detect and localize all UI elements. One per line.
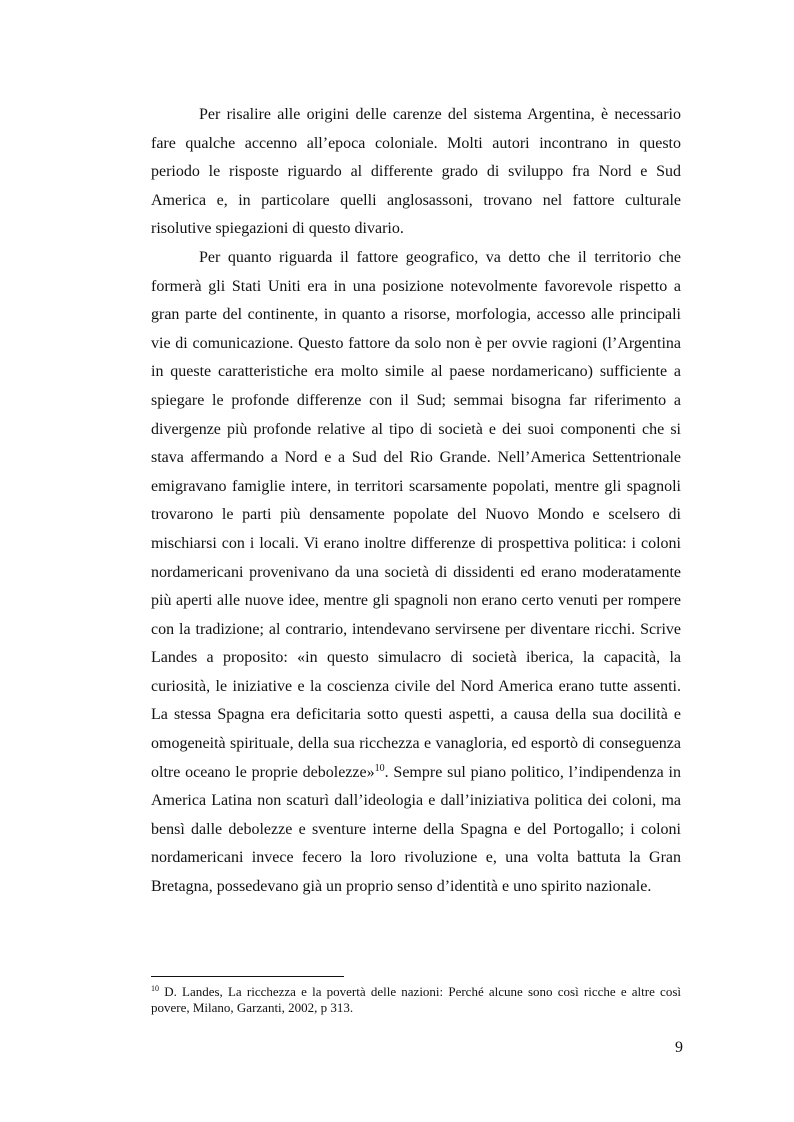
footnote [151, 984, 681, 1016]
paragraph-1 [151, 101, 681, 244]
paragraph-2-text-after-note: . Sempre sul piano politico, l’indipendenza in America Latina non scaturì dall’ideologia e dall’iniziativa politica dei coloni, ma bensì dalle debolezze e sventure interne della Spagna e del Portogallo; i coloni nordamericani invece fecero la loro rivoluzione e, una volta battuta la Gran Bretagna, possedevano già un proprio senso d’identità e uno spirito nazionale. [151, 763, 682, 896]
paragraph-2-text-before-note: Per quanto riguarda il fattore geografico, va detto che il territorio che formerà gli Stati Uniti era in una posizione notevolmente favorevole rispetto a gran parte del continente, in quanto a risorse, morfologia, accesso alle principali vie di comunicazione. Questo fattore da solo non è per ovvie ragioni (l’Argentina in queste caratteristiche era molto simile al paese nordamericano) sufficiente a spiegare le profonde differenze con il Sud; semmai bisogna far riferimento a divergenze più profonde relative al tipo di società e dei suoi componenti che si stava affermando a Nord e a Sud del Rio Grande. Nell’America Settentrionale emigravano famiglie intere, in territori scarsamente popolati, mentre gli spagnoli trovarono le parti più densamente popolate del Nuovo Mondo e scelsero di mischiarsi con i locali. Vi erano inoltre differenze di prospettiva politica: i coloni nordamericani provenivano da una società di dissidenti ed erano moderatamente più aperti alle nuove idee, mentre gli spagnoli non erano certo venuti per rompere con la tradizione; al contrario, intendevano servirsene per diventare ricchi. Scrive Landes a proposito: «in questo simulacro di società iberica, la capacità, la curiosità, le iniziative e la coscienza civile del Nord America erano tutte assenti. La stessa Spagna era deficitaria sotto questi aspetti, a causa della sua docilità e omogeneità spirituale, della sua ricchezza e vanagloria, ed esportò di conseguenza oltre oceano le proprie debolezze» [151, 248, 681, 781]
footnote-number: 10 [151, 984, 159, 993]
paragraph-1-text: Per risalire alle origini delle carenze del sistema Argentina, è necessario fare qualche accenno all’epoca coloniale. Molti autori incontrano in questo periodo le risposte riguardo al differente grado di sviluppo fra Nord e Sud America e, in particolare quelli anglosassoni, trovano nel fattore culturale risolutive spiegazioni di questo divario. [151, 106, 681, 238]
page-number: 9 [675, 1039, 683, 1056]
footnote-text: D. Landes, La ricchezza e la povertà delle nazioni: Perché alcune sono così ricche e altre così povere, Milano, Garzanti, 2002, p 313. [151, 984, 681, 1015]
footnote-reference[interactable]: 10 [374, 762, 385, 774]
body-text [151, 101, 681, 902]
footnote-separator [151, 976, 344, 977]
paragraph-2 [151, 244, 681, 902]
